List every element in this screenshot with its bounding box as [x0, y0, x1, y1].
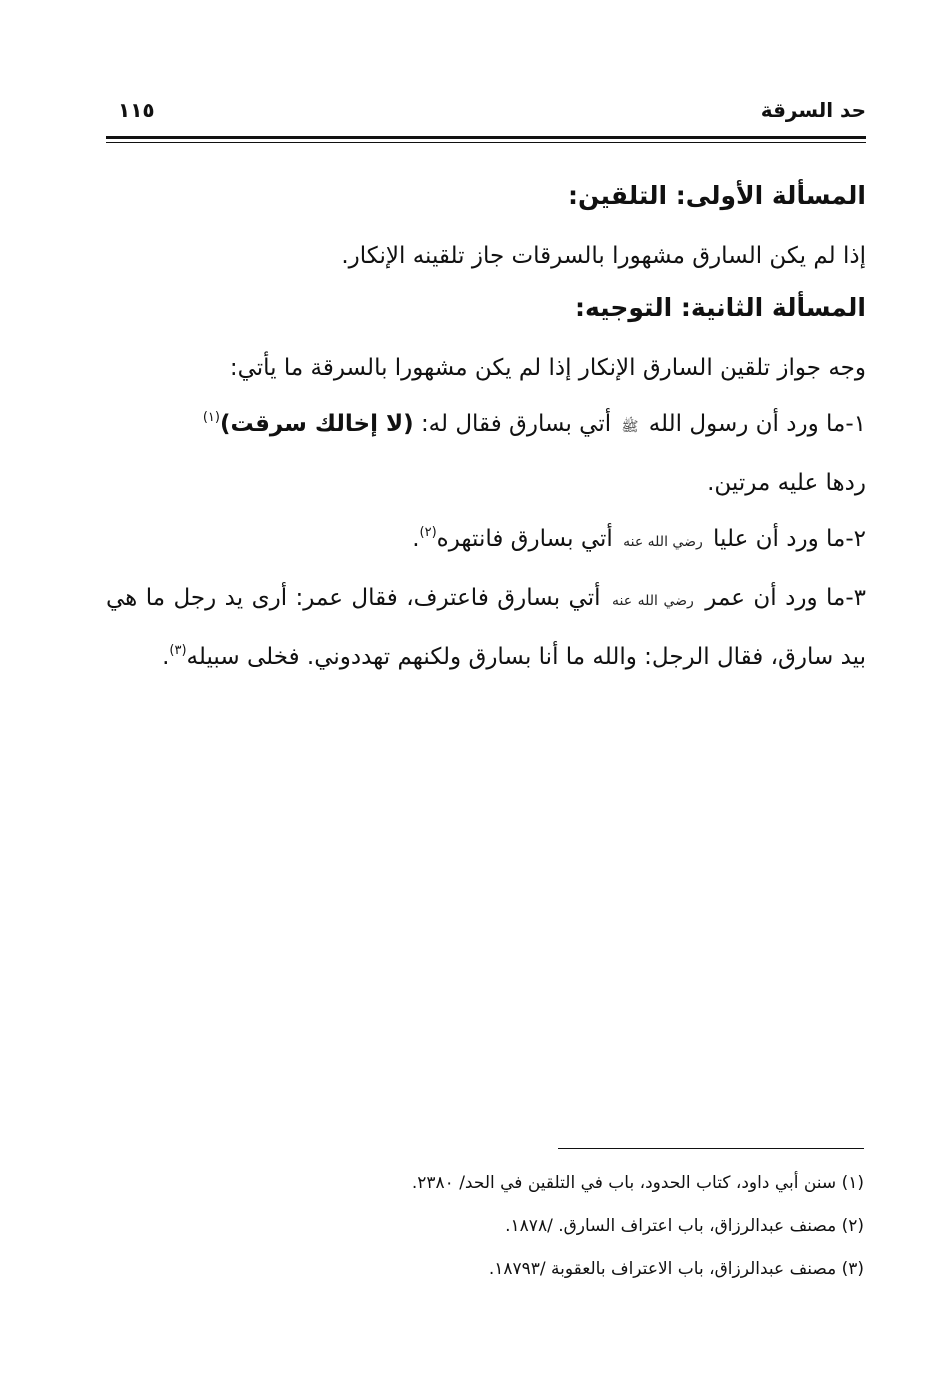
section-heading-2: المسألة الثانية: التوجيه:: [574, 293, 866, 322]
item-2-prefix: ٢-ما ورد أن عليا: [713, 526, 866, 552]
header-rule-thick: [106, 136, 866, 139]
list-item-1-continuation: ردها عليه مرتين.: [707, 470, 866, 496]
list-item-3: [106, 570, 866, 685]
footnote-ref-1[interactable]: (١): [202, 410, 220, 425]
paragraph-1: إذا لم يكن السارق مشهورا بالسرقات جاز تلقينه الإنكار.: [341, 243, 866, 269]
list-item-2: [106, 511, 866, 570]
running-title: حد السرقة: [760, 98, 866, 122]
footnote-1: (١) سنن أبي داود، كتاب الحدود، باب في التلقين في الحد/ ٢٣٨٠.: [411, 1173, 864, 1193]
item-2-end: .: [412, 526, 420, 552]
running-head: [108, 98, 866, 132]
item-3-end: .: [162, 644, 170, 670]
item-3-prefix: ٣-ما ورد أن عمر: [705, 585, 866, 611]
item-2-suffix: أتي بسارق فانتهره: [436, 526, 613, 552]
main-text: [106, 172, 866, 685]
header-rule-thin: [106, 142, 866, 143]
section-heading-1: المسألة الأولى: التلقين:: [568, 181, 866, 210]
footnote-3: (٣) مصنف عبدالرزاق، باب الاعتراف بالعقوبة /١٨٧٩٣.: [488, 1259, 864, 1279]
footnote-ref-2[interactable]: (٢): [419, 525, 437, 540]
honorific-mark: رضي الله عنه: [611, 593, 694, 609]
footnote-ref-3[interactable]: (٣): [169, 643, 187, 658]
paragraph-2: وجه جواز تلقين السارق الإنكار إذا لم يكن مشهورا بالسرقة ما يأتي:: [229, 355, 866, 381]
footnote-separator: [558, 1148, 864, 1149]
page-number: ١١٥: [118, 98, 155, 122]
hadith-quote: (لا إخالك سرقت): [219, 411, 414, 437]
item-1-prefix: ١-ما ورد أن رسول الله: [648, 411, 866, 437]
footnote-2: (٢) مصنف عبدالرزاق، باب اعتراف السارق. /١٨٧٨.: [505, 1216, 864, 1236]
item-3-text: أتي بسارق فاعترف، فقال عمر: أرى يد رجل ما هي بيد سارق، فقال الرجل: والله ما أنا بسارق ولكنهم تهددوني. فخلى سبيله: [106, 585, 866, 670]
item-1-middle: أتي بسارق فقال له:: [420, 411, 612, 437]
honorific-mark: ﷺ: [621, 419, 639, 435]
honorific-mark: رضي الله عنه: [623, 534, 703, 550]
footnotes: [106, 1172, 864, 1301]
list-item-1: [106, 396, 866, 455]
